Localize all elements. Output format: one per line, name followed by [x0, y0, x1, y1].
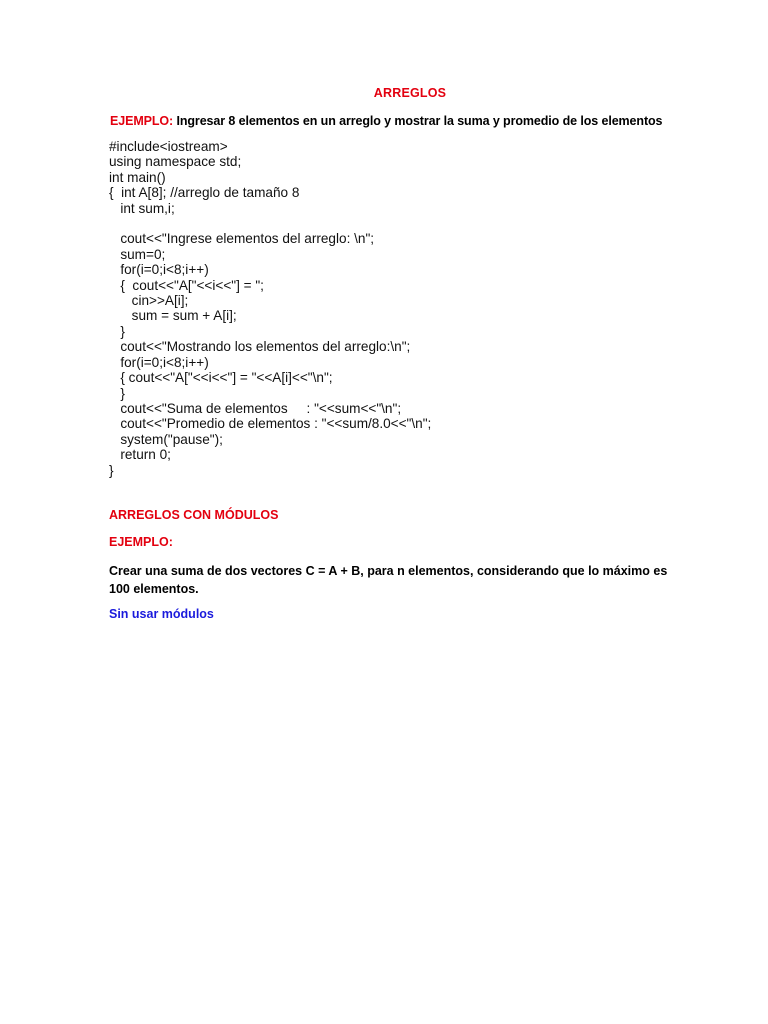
- code-line: { cout<<"A["<<i<<"] = ";: [109, 277, 264, 293]
- code-line: { int A[8]; //arreglo de tamaño 8: [109, 185, 300, 201]
- example-1-statement: [110, 114, 662, 128]
- code-line: sum = sum + A[i];: [109, 308, 237, 324]
- code-line: cout<<"Suma de elementos : "<<sum<<"\n";: [109, 400, 402, 416]
- code-line: cout<<"Ingrese elementos del arreglo: \n";: [109, 231, 375, 247]
- code-block: [109, 139, 431, 478]
- code-line: sum=0;: [109, 246, 166, 262]
- document-title: ARREGLOS: [373, 86, 447, 100]
- code-line: { cout<<"A["<<i<<"] = "<<A[i]<<"\n";: [109, 370, 333, 386]
- code-line: }: [109, 462, 114, 478]
- section-2-example-label: EJEMPLO:: [109, 535, 173, 549]
- code-line: cout<<"Mostrando los elementos del arreglo:\n";: [109, 339, 411, 355]
- code-line: for(i=0;i<8;i++): [109, 262, 209, 278]
- code-line: #include<iostream>: [109, 139, 228, 154]
- code-line: cout<<"Promedio de elementos : "<<sum/8.0<<"\n";: [109, 416, 432, 432]
- example-1-text: Ingresar 8 elementos en un arreglo y mostrar la suma y promedio de los elementos: [173, 114, 663, 128]
- code-line: }: [109, 323, 125, 339]
- subsection-sin-usar-modulos: Sin usar módulos: [109, 607, 214, 621]
- code-line: system("pause");: [109, 431, 223, 447]
- code-line: int main(): [109, 169, 166, 185]
- example-1-label: EJEMPLO:: [110, 114, 174, 128]
- code-line: return 0;: [109, 447, 171, 463]
- code-line: cin>>A[i];: [109, 293, 189, 309]
- section-2-title: ARREGLOS CON MÓDULOS: [109, 508, 279, 522]
- section-2-task-text: Crear una suma de dos vectores C = A + B, para n elementos, considerando que lo máximo es 100 elementos.: [109, 564, 668, 596]
- code-line: using namespace std;: [109, 154, 242, 170]
- code-line: }: [109, 385, 125, 401]
- code-line: for(i=0;i<8;i++): [109, 354, 209, 370]
- code-line: int sum,i;: [109, 200, 175, 216]
